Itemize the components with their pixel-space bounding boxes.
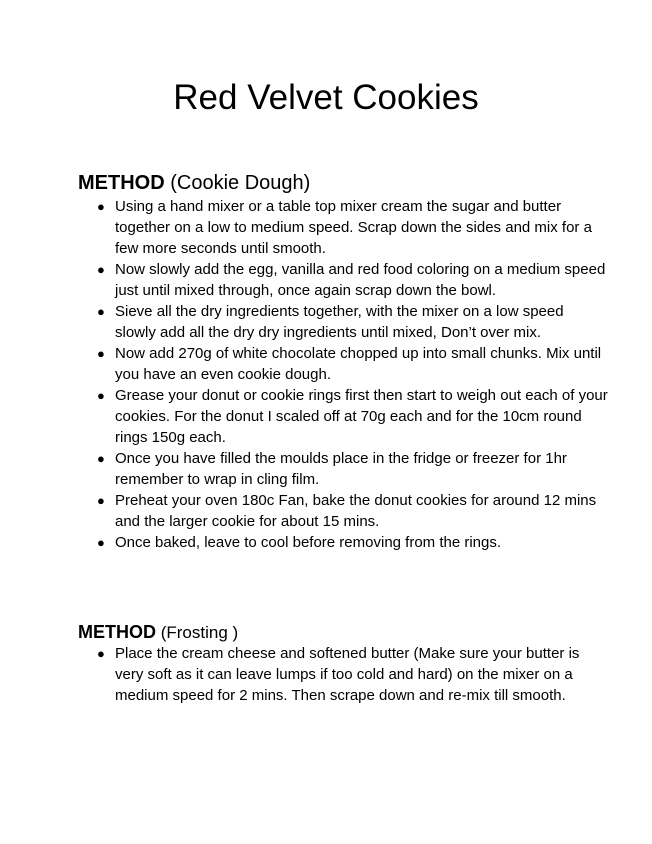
- page-title: Red Velvet Cookies: [173, 78, 479, 117]
- bullet-icon: ●: [97, 262, 105, 277]
- bullet-icon: ●: [97, 535, 105, 550]
- step-text: Once baked, leave to cool before removing from the rings.: [115, 534, 502, 551]
- bullet-icon: ●: [97, 646, 105, 661]
- section-heading-cookie-dough: [78, 170, 310, 196]
- section-heading-subtitle: (Cookie Dough): [164, 172, 311, 194]
- step-text: Now slowly add the egg, vanilla and red food coloring on a medium speed just until mixed through, once again scrap down the bowl.: [115, 261, 606, 299]
- list-item: [78, 385, 608, 448]
- bullet-icon: ●: [97, 493, 105, 508]
- list-item: [78, 301, 608, 343]
- list-item: [78, 532, 608, 553]
- bullet-icon: ●: [97, 388, 105, 403]
- bullet-icon: ●: [97, 451, 105, 466]
- step-text: Once you have filled the moulds place in the fridge or freezer for 1hr remember to wrap in cling film.: [115, 450, 567, 488]
- step-text: Preheat your oven 180c Fan, bake the donut cookies for around 12 mins and the larger cookie for about 15 mins.: [115, 492, 597, 530]
- step-text: Place the cream cheese and softened butter (Make sure your butter is very soft as it can leave lumps if too cold and hard) on the mixer on a medium speed for 2 mins. Then scrape down and re-mix till smooth.: [115, 645, 580, 704]
- list-item: [78, 643, 608, 706]
- frosting-steps-list: [78, 643, 608, 706]
- step-text: Using a hand mixer or a table top mixer cream the sugar and butter together on a low to medium speed. Scrap down the sides and mix for a few more seconds until smooth.: [115, 198, 592, 257]
- section-heading-keyword: METHOD: [78, 172, 165, 194]
- list-item: [78, 490, 608, 532]
- step-text: Grease your donut or cookie rings first then start to weigh out each of your cookies. For the donut I scaled off at 70g each and for the 10cm round rings 150g each.: [115, 387, 608, 446]
- step-text: Now add 270g of white chocolate chopped up into small chunks. Mix until you have an even cookie dough.: [115, 345, 602, 383]
- cookie-dough-steps-list: [78, 196, 608, 553]
- list-item: [78, 343, 608, 385]
- bullet-icon: ●: [97, 199, 105, 214]
- bullet-icon: ●: [97, 346, 105, 361]
- section-heading-subtitle: (Frosting ): [156, 623, 239, 642]
- section-heading-keyword: METHOD: [78, 622, 156, 642]
- bullet-icon: ●: [97, 304, 105, 319]
- step-text: Sieve all the dry ingredients together, with the mixer on a low speed slowly add all the dry dry ingredients until mixed, Don’t over mix.: [115, 303, 564, 341]
- section-heading-frosting: [78, 620, 238, 645]
- list-item: [78, 448, 608, 490]
- list-item: [78, 196, 608, 259]
- list-item: [78, 259, 608, 301]
